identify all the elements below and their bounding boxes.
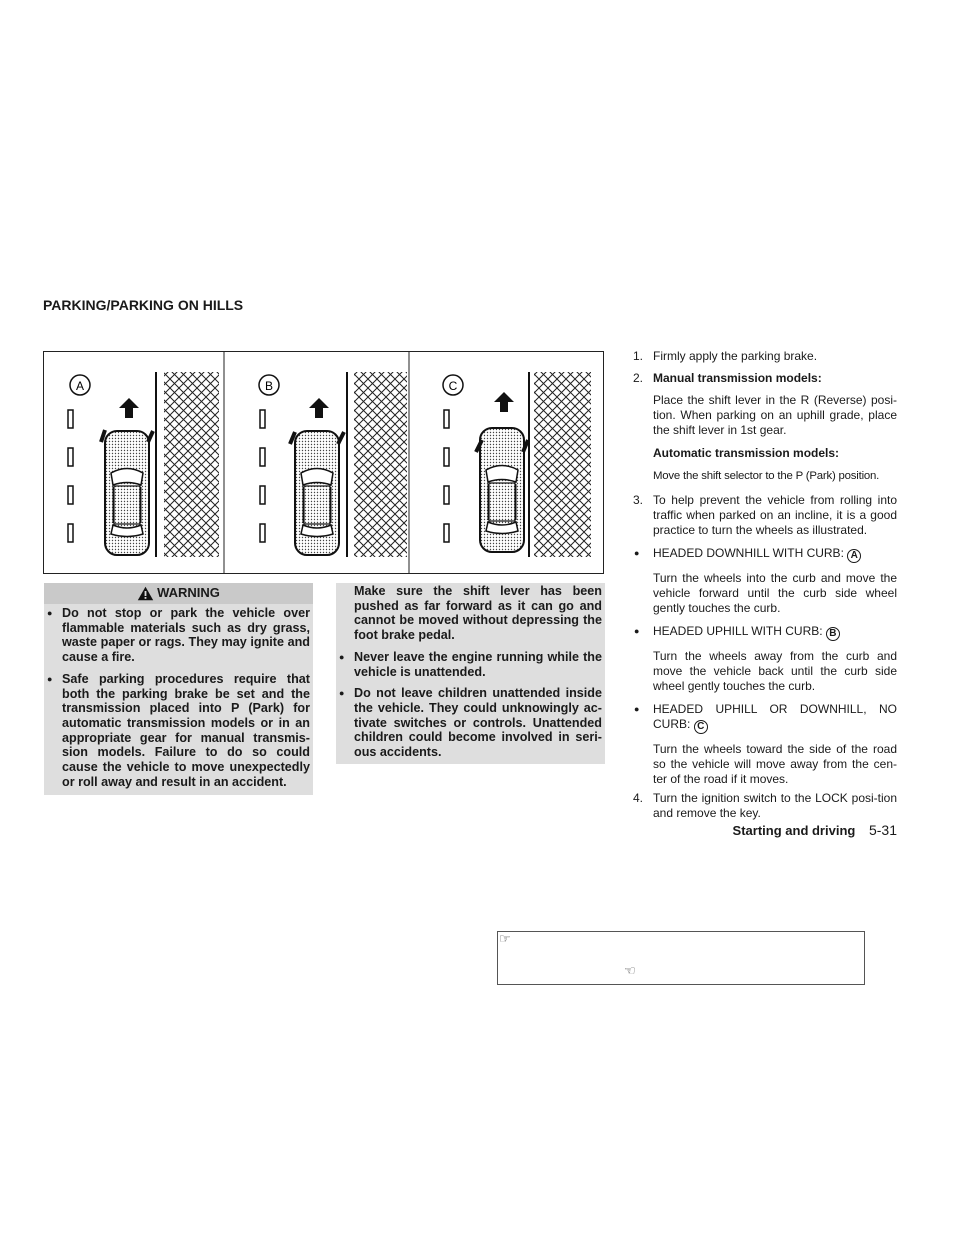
panel-a-label: A	[75, 379, 85, 393]
page-footer	[600, 822, 897, 838]
page-number: 5-31	[868, 822, 897, 838]
parking-steps	[633, 349, 897, 821]
pointing-hand-icon: ☜	[624, 963, 636, 978]
warning-continuation: Make sure the shift lever has been pushed as far forward as it can go and cannot be moved without depressing the foot brake pedal.	[354, 584, 602, 643]
panel-c	[443, 372, 591, 557]
label-c-icon: C	[694, 720, 708, 734]
warning-triangle-icon	[137, 586, 154, 601]
parking-illustration	[43, 351, 604, 574]
no-curb-text: Turn the wheels toward the side of the road so the vehicle will move away from the cen-ter of the road if it moves.	[653, 742, 897, 786]
warning-header	[44, 583, 313, 604]
panel-c-label: C	[448, 379, 458, 393]
warning-item: ● Safe parking procedures require that both the parking brake be set and the transmission placed into P (Park) for automatic transmission models or in an appropriate gear for manual transmis-sion models. Failure to do so could cause the vehicle to move unexpectedly or roll away and result in an accident.	[44, 672, 313, 790]
warning-item: ● Do not stop or park the vehicle over flammable materials such as dry grass, waste paper or rags. They may ignite and cause a fire.	[44, 606, 313, 665]
label-b-icon: B	[826, 627, 840, 641]
step-1: 1. Firmly apply the parking brake.	[633, 349, 818, 363]
pointing-hand-icon: ☞	[499, 931, 511, 946]
step-4: 4. Turn the ignition switch to the LOCK posi-tion and remove the key.	[633, 791, 897, 820]
automatic-transmission-title: Automatic transmission models:	[653, 446, 840, 460]
warning-item: ● Never leave the engine running while the vehicle is unattended.	[336, 650, 605, 679]
footer-section: Starting and driving	[732, 823, 856, 838]
warning-box-left	[44, 583, 313, 795]
downhill-with-curb-text: Turn the wheels into the curb and move the vehicle forward until the curb side wheel gently touches the curb.	[653, 571, 897, 615]
warning-box-right	[336, 583, 605, 764]
step-2: 2. Manual transmission models:	[633, 371, 822, 385]
step-3: 3. To help prevent the vehicle from rolling into traffic when parked on an incline, it is a good practice to turn the wheels as illustrated.	[633, 493, 897, 537]
reference-box	[497, 931, 865, 985]
automatic-transmission-text: Move the shift selector to the P (Park) position.	[653, 470, 880, 482]
section-title: PARKING/PARKING ON HILLS	[43, 297, 244, 313]
downhill-with-curb: ● HEADED DOWNHILL WITH CURB: A	[633, 546, 897, 563]
no-curb: ● HEADED UPHILL OR DOWNHILL, NO CURB: C	[633, 702, 897, 734]
panel-b	[259, 372, 407, 557]
panel-b-label: B	[264, 379, 274, 393]
manual-transmission-text: Place the shift lever in the R (Reverse) posi-tion. When parking on an uphill grade, place the shift lever in 1st gear.	[653, 393, 897, 437]
warning-title: WARNING	[157, 585, 220, 601]
panel-a	[68, 372, 219, 557]
label-a-icon: A	[847, 549, 861, 563]
uphill-with-curb: ● HEADED UPHILL WITH CURB: B	[633, 624, 897, 641]
uphill-with-curb-text: Turn the wheels away from the curb and move the vehicle back until the curb side wheel gently touches the curb.	[653, 649, 897, 693]
warning-item: ● Do not leave children unattended inside the vehicle. They could unknowingly ac-tivate switches or controls. Unattended children could become involved in seri-ous accidents.	[336, 686, 605, 760]
